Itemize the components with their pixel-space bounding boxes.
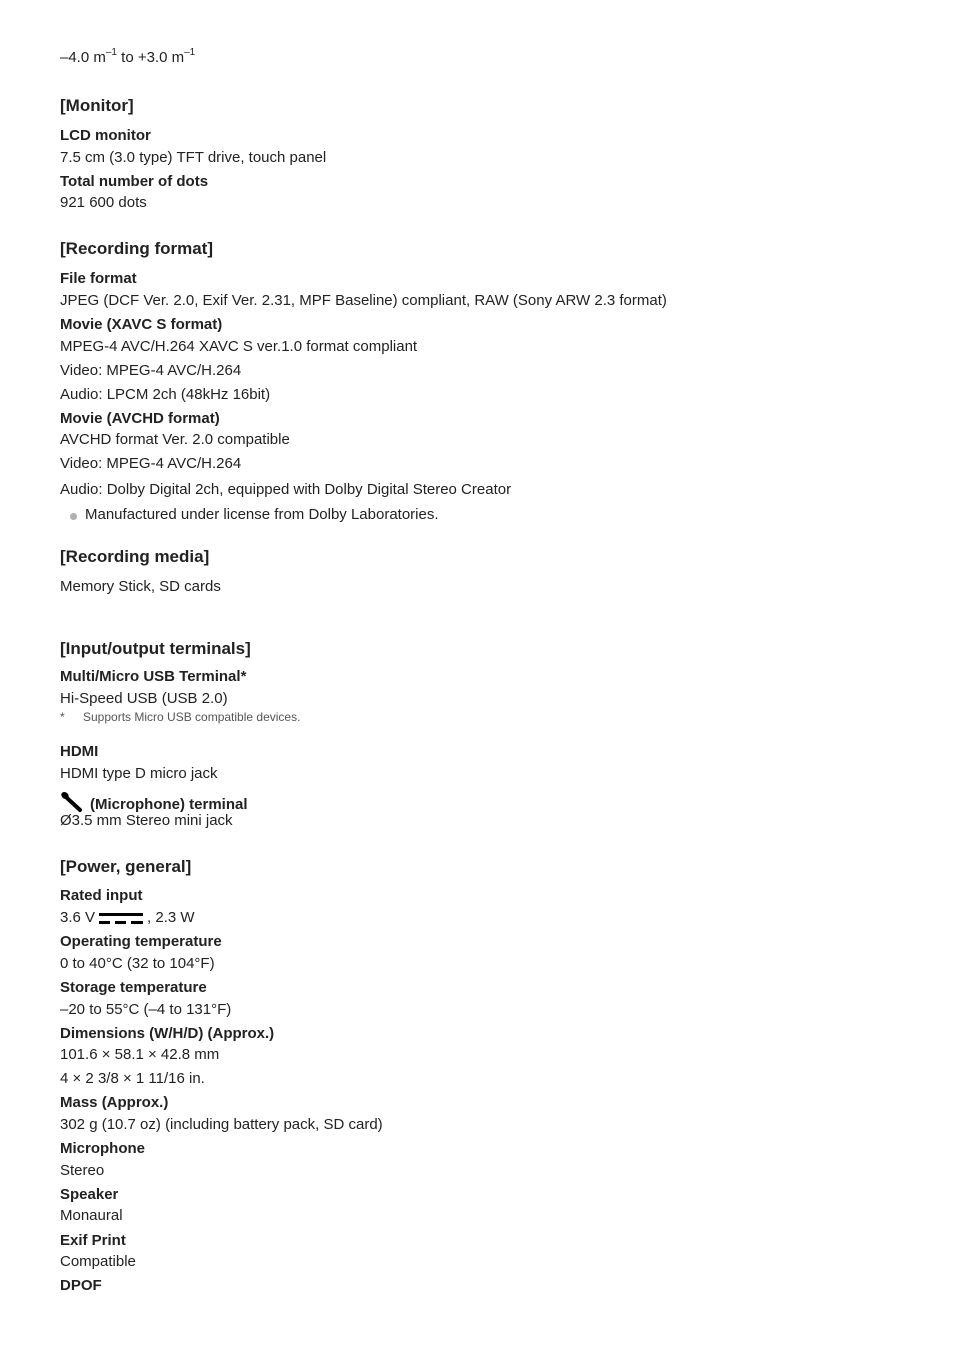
range-lower: –4.0 m xyxy=(60,49,106,66)
mic-terminal-value: Ø3.5 mm Stereo mini jack xyxy=(60,812,233,829)
range-exponent-1: –1 xyxy=(105,47,117,58)
rated-power: , 2.3 W xyxy=(147,909,195,926)
mass-value: 302 g (10.7 oz) (including battery pack, SD card) xyxy=(60,1116,383,1133)
diopter-range xyxy=(60,47,196,66)
section-heading-recording-media: [Recording media] xyxy=(60,547,210,566)
dimensions-value-mm: 101.6 × 58.1 × 42.8 mm xyxy=(60,1046,220,1063)
xavc-label: Movie (XAVC S format) xyxy=(60,316,223,333)
xavc-value-video: Video: MPEG-4 AVC/H.264 xyxy=(60,362,242,379)
section-heading-monitor: [Monitor] xyxy=(60,96,134,115)
operating-temperature-label: Operating temperature xyxy=(60,933,222,950)
rated-voltage: 3.6 V xyxy=(60,909,96,926)
exif-print-value: Compatible xyxy=(60,1253,136,1270)
recording-media-value: Memory Stick, SD cards xyxy=(60,578,221,595)
range-exponent-2: –1 xyxy=(184,47,196,58)
hdmi-label: HDMI xyxy=(60,743,99,760)
speaker-label: Speaker xyxy=(60,1186,119,1203)
mass-label: Mass (Approx.) xyxy=(60,1094,169,1111)
xavc-value-format: MPEG-4 AVC/H.264 XAVC S ver.1.0 format compliant xyxy=(60,338,418,355)
usb-terminal-label: Multi/Micro USB Terminal* xyxy=(60,668,247,685)
lcd-monitor-value: 7.5 cm (3.0 type) TFT drive, touch panel xyxy=(60,149,327,166)
avchd-value-video: Video: MPEG-4 AVC/H.264 xyxy=(60,455,242,472)
lcd-monitor-label: LCD monitor xyxy=(60,127,151,144)
storage-temperature-value: –20 to 55°C (–4 to 131°F) xyxy=(60,1001,232,1018)
usb-terminal-value: Hi-Speed USB (USB 2.0) xyxy=(60,690,228,707)
dimensions-label: Dimensions (W/H/D) (Approx.) xyxy=(60,1025,275,1042)
rated-input-value xyxy=(60,910,195,929)
range-upper: to +3.0 m xyxy=(116,49,185,66)
mic-terminal-label: (Microphone) terminal xyxy=(90,796,248,813)
dc-symbol-icon xyxy=(99,910,143,929)
footnote-mark: * xyxy=(60,710,65,724)
section-heading-recording-format: [Recording format] xyxy=(60,239,213,258)
avchd-value-format: AVCHD format Ver. 2.0 compatible xyxy=(60,431,290,448)
total-dots-value: 921 600 dots xyxy=(60,194,147,211)
speaker-value: Monaural xyxy=(60,1207,123,1224)
section-heading-io-terminals: [Input/output terminals] xyxy=(60,639,251,658)
total-dots-label: Total number of dots xyxy=(60,173,209,190)
file-format-label: File format xyxy=(60,270,137,287)
hdmi-value: HDMI type D micro jack xyxy=(60,765,218,782)
section-heading-power-general: [Power, general] xyxy=(60,857,192,876)
avchd-label: Movie (AVCHD format) xyxy=(60,410,220,427)
dolby-license-note: Manufactured under license from Dolby Laboratories. xyxy=(85,506,439,523)
exif-print-label: Exif Print xyxy=(60,1232,126,1249)
usb-footnote: Supports Micro USB compatible devices. xyxy=(83,710,301,724)
dimensions-value-in: 4 × 2 3/8 × 1 11/16 in. xyxy=(60,1070,205,1087)
avchd-value-audio: Audio: Dolby Digital 2ch, equipped with Dolby Digital Stereo Creator xyxy=(60,481,512,498)
microphone-value: Stereo xyxy=(60,1162,105,1179)
operating-temperature-value: 0 to 40°C (32 to 104°F) xyxy=(60,955,215,972)
dpof-label: DPOF xyxy=(60,1277,102,1294)
storage-temperature-label: Storage temperature xyxy=(60,979,207,996)
file-format-value: JPEG (DCF Ver. 2.0, Exif Ver. 2.31, MPF Baseline) compliant, RAW (Sony ARW 2.3 format) xyxy=(60,292,667,309)
rated-input-label: Rated input xyxy=(60,887,143,904)
xavc-value-audio: Audio: LPCM 2ch (48kHz 16bit) xyxy=(60,386,271,403)
microphone-label: Microphone xyxy=(60,1140,145,1157)
bullet-icon xyxy=(70,513,77,520)
